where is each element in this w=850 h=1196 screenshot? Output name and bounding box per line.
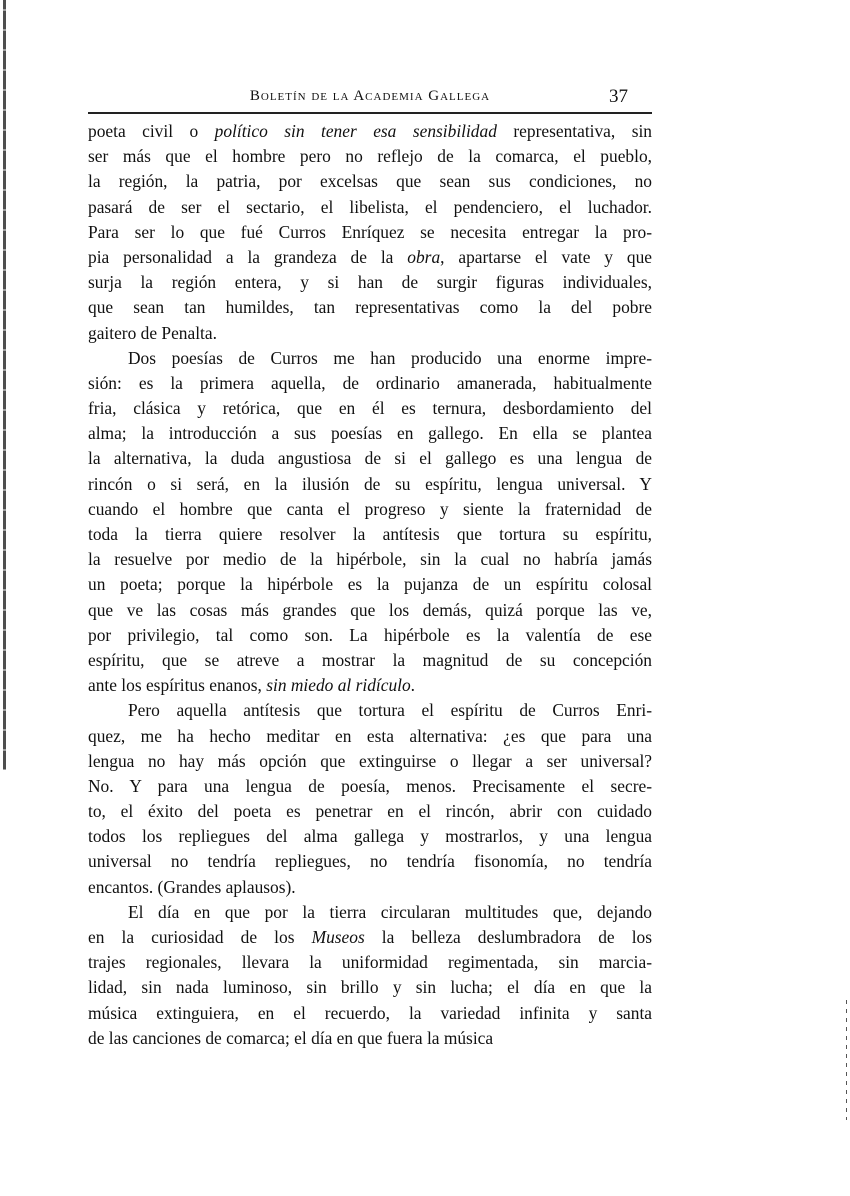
paragraph: [88, 900, 652, 1051]
text-line: [88, 774, 652, 799]
text-segment: todos los repliegues del alma gallega y mostrarlos, y una lengua: [88, 826, 652, 847]
italic-text: obra: [407, 246, 441, 267]
text-segment: ante los espíritus enanos,: [88, 675, 267, 696]
text-line: [88, 396, 652, 421]
text-line: [88, 295, 652, 320]
text-segment: rincón o si será, en la ilusión de su espíritu, lengua universal. Y: [88, 473, 652, 494]
text-line: [88, 321, 652, 346]
page-number: 37: [609, 86, 628, 107]
text-line: [88, 724, 652, 749]
header-rule: [88, 112, 652, 114]
text-segment: la belleza deslumbradora de los: [364, 927, 653, 947]
text-segment: No. Y para una lengua de poesía, menos. Precisamente el secre-: [88, 775, 652, 796]
text-segment: pia personalidad a la grandeza de la: [88, 246, 408, 267]
text-segment: .: [410, 675, 416, 696]
text-line: [88, 522, 652, 547]
text-segment: encantos. (Grandes aplausos).: [88, 876, 296, 897]
text-segment: representativa, sin: [496, 121, 652, 141]
body-text: [88, 119, 652, 1051]
text-line: [88, 623, 652, 648]
text-line: [88, 119, 652, 144]
text-line: [88, 925, 652, 950]
text-segment: cuando el hombre que canta el progreso y siente la fraternidad de: [88, 498, 652, 519]
text-segment: la alternativa, la duda angustiosa de si el gallego es una lengua de: [88, 448, 652, 469]
text-segment: Dos poesías de Curros me han producido una enorme impre-: [128, 347, 652, 368]
text-segment: El día en que por la tierra circularan multitudes que, dejando: [128, 901, 652, 922]
text-segment: la resuelve por medio de la hipérbole, sin la cual no habría jamás: [88, 549, 652, 570]
text-line: [88, 875, 652, 900]
text-line: [88, 270, 652, 295]
text-segment: gaitero de Penalta.: [88, 322, 217, 343]
text-segment: de las canciones de comarca; el día en que fuera la música: [88, 1027, 494, 1048]
text-segment: espíritu, que se atreve a mostrar la magnitud de su concepción: [88, 649, 652, 670]
text-segment: toda la tierra quiere resolver la antítesis que tortura su espíritu,: [88, 524, 652, 544]
text-line: [88, 371, 652, 396]
text-segment: un poeta; porque la hipérbole es la pujanza de un espíritu colosal: [88, 574, 652, 595]
text-segment: lidad, sin nada luminoso, sin brillo y sin lucha; el día en que la: [88, 977, 652, 998]
text-line: [88, 799, 652, 824]
text-line: [88, 472, 652, 497]
paragraph: [88, 698, 652, 900]
text-line: [88, 975, 652, 1000]
text-segment: poeta civil o: [88, 121, 215, 141]
text-segment: fria, clásica y retórica, que en él es ternura, desbordamiento del: [88, 398, 652, 419]
text-segment: música extinguiera, en el recuerdo, la variedad infinita y santa: [88, 1002, 652, 1023]
text-line: [88, 144, 652, 169]
text-segment: Pero aquella antítesis que tortura el espíritu de Curros Enri-: [128, 700, 652, 721]
page-header: [88, 86, 652, 110]
italic-text: político sin tener esa sensibilidad: [214, 121, 497, 141]
text-segment: , apartarse el vate y que: [440, 246, 652, 267]
text-line: [88, 648, 652, 673]
text-line: [88, 824, 652, 849]
text-segment: que sean tan humildes, tan representativas como la del pobre: [88, 297, 652, 318]
text-segment: universal no tendría repliegues, no tendría fisonomía, no tendría: [88, 851, 652, 872]
text-line: [88, 446, 652, 471]
text-segment: surja la región entera, y si han de surgir figuras individuales,: [88, 272, 652, 293]
text-line: [88, 849, 652, 874]
text-line: [88, 245, 652, 270]
running-title: Boletín de la Academia Gallega: [249, 88, 491, 104]
text-segment: pasará de ser el sectario, el libelista, el pendenciero, el luchador.: [88, 196, 652, 217]
text-line: [88, 749, 652, 774]
text-segment: trajes regionales, llevara la uniformidad regimentada, sin marcia-: [88, 952, 652, 973]
text-line: [88, 1026, 652, 1051]
text-line: [88, 572, 652, 597]
text-line: [88, 346, 652, 371]
text-line: [88, 547, 652, 572]
text-line: [88, 169, 652, 194]
text-segment: que ve las cosas más grandes que los demás, quizá porque las ve,: [88, 599, 652, 620]
text-line: [88, 1001, 652, 1026]
text-line: [88, 195, 652, 220]
text-line: [88, 421, 652, 446]
text-line: [88, 950, 652, 975]
text-segment: la región, la patria, por excelsas que sean sus condiciones, no: [88, 171, 652, 192]
text-segment: en la curiosidad de los: [88, 927, 312, 947]
text-segment: por privilegio, tal como son. La hipérbole es la valentía de ese: [88, 624, 652, 645]
text-segment: to, el éxito del poeta es penetrar en el rincón, abrir con cuidado: [88, 801, 652, 822]
paragraph: [88, 346, 652, 699]
text-segment: Para ser lo que fué Curros Enríquez se necesita entregar la pro-: [88, 221, 652, 242]
paragraph: [88, 119, 652, 346]
scan-edge-right: [846, 1000, 847, 1120]
text-line: [88, 497, 652, 522]
text-line: [88, 698, 652, 723]
text-line: [88, 598, 652, 623]
text-segment: sión: es la primera aquella, de ordinario amanerada, habitualmente: [88, 372, 652, 393]
text-segment: quez, me ha hecho meditar en esta alternativa: ¿es que para una: [88, 725, 652, 746]
text-segment: alma; la introducción a sus poesías en gallego. En ella se plantea: [88, 423, 652, 444]
text-line: [88, 220, 652, 245]
text-line: [88, 900, 652, 925]
italic-text: sin miedo al ridículo: [266, 675, 411, 696]
text-segment: ser más que el hombre pero no reflejo de la comarca, el pueblo,: [88, 146, 652, 167]
text-line: [88, 673, 652, 698]
scan-edge-left: [3, 0, 6, 770]
italic-text: Museos: [311, 927, 365, 947]
text-segment: lengua no hay más opción que extinguirse o llegar a ser universal?: [88, 750, 652, 771]
